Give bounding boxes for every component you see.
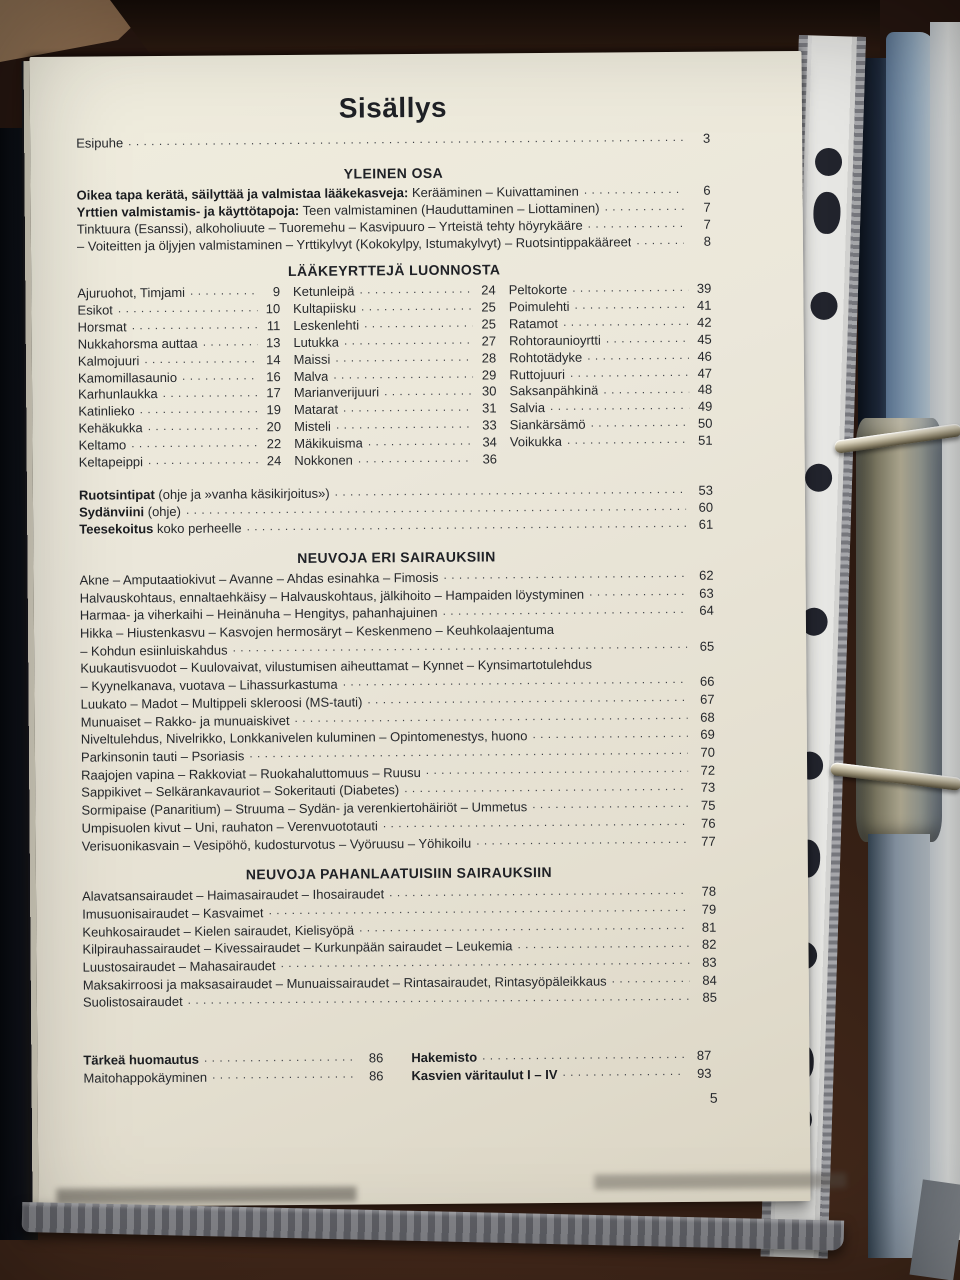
dot-leader	[568, 365, 689, 378]
dot-leader	[138, 403, 258, 416]
punch-hole	[805, 463, 833, 492]
toc-entry-page: 64	[699, 603, 714, 619]
toc-entry-page: 7	[703, 216, 711, 232]
toc-row	[294, 401, 497, 419]
stack-blue-pages	[886, 32, 934, 462]
toc-row	[293, 282, 496, 300]
dot-leader	[572, 298, 688, 311]
toc-entry-page: 86	[368, 1067, 384, 1084]
toc-entry-page: 20	[266, 419, 282, 435]
toc-entry-label: Raajojen vapina – Rakkoviat – Ruokahaluttomuus – Ruusu	[81, 764, 421, 783]
toc-entry-page: 24	[481, 282, 496, 298]
toc-entry-page: 6	[703, 182, 711, 198]
toc-entry-label: Halvauskohtaus, ennaltaehkäisy – Halvauskohtaus, jälkihoito – Hampaiden löystyminen	[79, 586, 585, 606]
toc-entry-label: Rohtoraunioyrtti	[509, 332, 601, 349]
toc-entry-page: 30	[481, 383, 497, 399]
toc-entry-label: Esikot	[77, 302, 113, 318]
toc-entry-page: 8	[703, 233, 712, 249]
toc-entry-page: 11	[266, 317, 281, 334]
section-heading-laakeyrtteja: LÄÄKEYRTTEJÄ LUONNOSTA	[287, 261, 501, 280]
dot-leader	[587, 586, 687, 599]
dot-leader	[604, 332, 689, 345]
dot-leader	[186, 990, 690, 1006]
dot-leader	[530, 798, 688, 811]
toc-entry-page: 68	[700, 709, 715, 725]
dot-leader	[201, 335, 258, 347]
toc-row	[293, 316, 496, 334]
toc-row	[293, 350, 496, 368]
toc-entry-label: Kasvien väritaulut I – IV	[411, 1066, 558, 1083]
toc-entry-page: 77	[701, 833, 716, 849]
dot-leader	[146, 453, 258, 466]
toc-list-recipes	[79, 482, 713, 538]
toc-row	[293, 299, 496, 317]
toc-entry-page: 60	[698, 499, 714, 515]
toc-entry-label: Parkinsonin tauti – Psoriasis	[80, 748, 245, 765]
toc-entry-page: 70	[700, 744, 716, 760]
dot-leader	[188, 284, 257, 297]
footer-column-right	[411, 1047, 711, 1084]
dot-leader	[603, 200, 684, 213]
toc-entry-label: Kamomillasaunio	[77, 369, 178, 386]
dot-leader	[530, 727, 688, 740]
toc-entry-page: 67	[700, 691, 715, 707]
toc-row	[76, 130, 710, 152]
toc-entry-page: 78	[701, 883, 717, 900]
herb-column-3	[509, 281, 713, 469]
toc-entry-page: 49	[697, 399, 713, 415]
toc-entry-page: 48	[697, 382, 713, 398]
toc-entry-label: Keltamo	[78, 437, 127, 453]
toc-entry-page: 24	[266, 453, 282, 469]
dot-leader	[589, 416, 690, 429]
toc-entry-label: Yrttien valmistamis- ja käyttötapoja: Teen valmistaminen (Hauduttaminen – Liottaminen)	[76, 200, 600, 220]
toc-entry-label: Suolistosairaudet	[82, 994, 183, 1011]
dot-leader	[424, 763, 688, 777]
toc-entry-label: Kehäkukka	[78, 420, 143, 436]
toc-entry-page: 27	[481, 333, 497, 349]
toc-row	[78, 369, 281, 387]
toc-entry-page: 86	[368, 1050, 384, 1066]
section-heading-pahanlaatuiset: NEUVOJA PAHANLAATUISIIN SAIRAUKSIIN	[245, 864, 553, 883]
toc-row	[78, 386, 281, 404]
toc-entry-label: Matarat	[293, 401, 339, 418]
toc-entry-label: Ajuruohot, Timjami	[77, 284, 186, 301]
toc-entry-label: Leskenlehti	[293, 317, 360, 333]
page-number: 5	[709, 1089, 718, 1106]
toc-row	[294, 367, 497, 385]
toc-content	[75, 52, 717, 1111]
toc-entry-page: 10	[265, 300, 281, 317]
dot-leader	[441, 603, 687, 617]
toc-row	[78, 419, 281, 437]
herb-columns	[77, 281, 712, 472]
toc-row	[77, 284, 280, 302]
toc-entry-label: Horsmat	[77, 319, 127, 335]
dot-leader	[560, 1066, 684, 1079]
dot-leader	[180, 369, 258, 382]
dot-leader	[333, 350, 473, 363]
dot-leader	[267, 902, 690, 917]
dot-leader	[341, 401, 474, 414]
dot-leader	[146, 420, 258, 433]
toc-entry-page: 50	[697, 415, 713, 432]
toc-row	[77, 301, 280, 319]
toc-entry-label: Tärkeä huomautus	[83, 1051, 200, 1068]
toc-entry-label: Teesekoitus koko perheelle	[79, 520, 242, 537]
toc-entry-label: Keuhkosairaudet – Kielen sairaudet, Kielisyöpä	[82, 922, 355, 940]
toc-entry-label: Kuukautisvuodot – Kuulovaivat, vilustumisen aiheuttamat – Kynnet – Kynsimartotulehdus	[80, 657, 592, 677]
toc-page	[29, 51, 810, 1207]
dot-leader	[387, 884, 689, 898]
punch-hole	[813, 191, 841, 234]
toc-entry-label: Maitohappokäyminen	[83, 1069, 208, 1086]
toc-entry-page: 42	[697, 314, 712, 330]
toc-entry-page: 25	[481, 316, 497, 332]
dot-leader	[601, 382, 689, 395]
toc-entry-label: Ketunleipä	[292, 283, 355, 299]
toc-entry-page: 41	[696, 297, 712, 313]
dot-leader	[334, 418, 474, 431]
dot-leader	[292, 709, 687, 724]
toc-entry-label: – Voiteitten ja öljyjen valmistaminen – Yrttikylvyt (Kokokylpy, Istumakylvyt) – Ruotsintippakääreet	[76, 234, 632, 254]
toc-list-yleinen	[77, 182, 712, 255]
dot-leader	[333, 483, 686, 498]
toc-entry-page: 22	[266, 436, 282, 452]
dot-leader	[279, 955, 690, 970]
dot-leader	[586, 217, 684, 230]
dot-leader	[331, 367, 473, 380]
toc-entry-page: 46	[697, 348, 712, 364]
toc-row	[294, 451, 497, 469]
toc-entry-label: Marianverijuuri	[293, 384, 380, 401]
toc-entry-page: 14	[266, 351, 281, 367]
toc-entry-label: Alavatsansairaudet – Haimasairaudet – Ihosairaudet	[82, 886, 385, 904]
page-title: Sisällys	[338, 91, 448, 124]
dot-leader	[561, 315, 689, 328]
dot-leader	[247, 745, 688, 760]
toc-entry-label: Hakemisto	[411, 1049, 478, 1066]
dot-leader	[480, 1048, 684, 1062]
footer-columns	[83, 1047, 717, 1087]
toc-list-front	[76, 130, 710, 152]
toc-entry-label: Imusuonisairaudet – Kasvaimet	[82, 905, 264, 922]
toc-entry-page: 53	[698, 482, 713, 498]
toc-row	[82, 832, 716, 855]
dot-leader	[381, 816, 689, 830]
dot-leader	[582, 183, 684, 196]
toc-row	[509, 348, 712, 366]
toc-entry-label: Maksakirroosi ja maksasairaudet – Munuaissairaudet – Rintasairaudet, Rintasyöpäleikkaus	[82, 973, 607, 993]
toc-entry-page: 79	[701, 901, 717, 917]
toc-row	[79, 453, 282, 471]
toc-entry-label: Nokkonen	[294, 452, 353, 469]
dot-leader	[342, 333, 473, 346]
toc-entry-label: Kultapiisku	[293, 300, 357, 316]
toc-entry-label: Poimulehti	[508, 298, 570, 315]
dot-leader	[548, 399, 689, 412]
punch-hole	[815, 148, 843, 177]
dot-leader	[184, 500, 686, 516]
adjacent-page-stack	[858, 22, 960, 1272]
toc-entry-label: Sydänviini (ohje)	[79, 503, 182, 520]
toc-row	[509, 315, 712, 333]
toc-entry-label: Malva	[293, 368, 329, 384]
footer-column-left	[83, 1049, 383, 1086]
toc-entry-page: 17	[266, 385, 281, 401]
toc-entry-label: Sormipaise (Panaritium) – Struuma – Sydän- ja verenkiertohäiriöt – Ummetus	[81, 799, 528, 818]
toc-entry-label: Kalmojuuri	[77, 352, 140, 369]
dot-leader	[130, 318, 258, 331]
toc-entry-page: 82	[701, 937, 717, 953]
toc-row	[294, 418, 497, 436]
toc-row	[78, 436, 281, 454]
toc-row	[509, 331, 712, 349]
toc-entry-label: Harmaa- ja viherkaihi – Heinänuha – Hengitys, pahanhajuinen	[79, 605, 438, 624]
toc-row	[294, 384, 497, 402]
toc-entry-page: 81	[701, 919, 717, 935]
toc-entry-label: Munuaiset – Rakko- ja munuaiskivet	[80, 712, 290, 730]
toc-entry-label: Ruotsintipat (ohje ja »vanha käsikirjoitus»)	[78, 485, 330, 503]
toc-entry-label: Katinlieko	[78, 403, 135, 420]
toc-entry-label: Lutukka	[293, 334, 340, 350]
dot-leader	[585, 349, 689, 362]
toc-row	[509, 382, 712, 400]
dot-leader	[359, 299, 473, 312]
toc-entry-page: 85	[702, 990, 717, 1006]
dot-leader	[357, 283, 472, 296]
dot-leader	[129, 436, 258, 449]
toc-entry-label: Ruttojuuri	[509, 366, 566, 382]
toc-entry-page: 36	[482, 451, 498, 467]
toc-entry-page: 73	[700, 780, 716, 796]
toc-entry-label: Luustosairaudet – Mahasairaudet	[82, 958, 276, 975]
toc-entry-label: Voikukka	[509, 434, 562, 450]
toc-row	[83, 1067, 383, 1087]
toc-entry-page: 87	[696, 1047, 712, 1063]
toc-entry-page: 75	[700, 797, 716, 813]
toc-entry-page: 39	[696, 280, 712, 296]
toc-entry-page: 3	[702, 130, 711, 146]
toc-entry-page: 28	[481, 350, 497, 366]
toc-entry-page: 63	[699, 585, 714, 601]
toc-entry-label: Karhunlaukka	[78, 386, 158, 403]
toc-entry-page: 61	[698, 516, 714, 532]
toc-entry-label: Ratamot	[508, 315, 559, 332]
toc-row	[78, 402, 281, 420]
toc-entry-page: 51	[698, 432, 713, 448]
herb-column-1	[77, 284, 281, 472]
dot-leader	[231, 639, 688, 655]
toc-entry-page: 45	[697, 331, 712, 347]
toc-entry-label: Misteli	[294, 418, 331, 435]
toc-entry-page: 13	[265, 334, 281, 350]
pocket-bottom-edge	[22, 1202, 844, 1251]
toc-entry-label: Salvia	[509, 400, 546, 416]
dot-leader	[402, 780, 688, 794]
toc-row	[78, 335, 281, 353]
toc-entry-page: 72	[700, 762, 716, 778]
toc-entry-label: – Kohdun esiinluiskahdus	[80, 642, 228, 659]
toc-entry-page: 33	[482, 417, 497, 433]
toc-entry-label: Esipuhe	[76, 135, 124, 151]
toc-row	[510, 416, 713, 434]
dot-leader	[565, 433, 690, 446]
toc-row	[411, 1064, 711, 1084]
toc-entry-page: 19	[266, 402, 282, 418]
section-heading-neuvoja-eri: NEUVOJA ERI SAIRAUKSIIN	[297, 548, 496, 566]
dot-leader	[202, 1051, 356, 1064]
toc-entry-label: Hikka – Hiustenkasvu – Kasvojen hermosäryt – Keskenmeno – Keuhkolaajentuma	[79, 622, 555, 641]
toc-entry-label: Mäkikuisma	[294, 435, 363, 452]
toc-entry-page: 66	[699, 673, 715, 689]
toc-entry-page: 83	[702, 954, 717, 970]
toc-entry-label: – Kyynelkanava, vuotava – Lihassurkastuma	[80, 676, 338, 694]
toc-list-sairaudet	[80, 567, 716, 855]
dot-leader	[365, 692, 687, 707]
dot-leader	[210, 1068, 357, 1081]
toc-entry-page: 34	[482, 434, 497, 450]
dot-leader	[634, 234, 684, 246]
toc-row	[510, 433, 713, 451]
toc-entry-label: Akne – Amputaatiokivut – Avanne – Ahdas esinahka – Fimosis	[79, 569, 439, 588]
toc-entry-label: Luukato – Madot – Multippeli skleroosi (MS-tauti)	[80, 694, 363, 712]
dot-leader	[142, 352, 257, 365]
herb-column-2	[293, 282, 497, 470]
toc-row	[79, 516, 713, 538]
dot-leader	[357, 920, 689, 935]
dot-leader	[126, 131, 683, 147]
toc-row	[78, 352, 281, 370]
toc-entry-page: 29	[481, 366, 497, 383]
toc-entry-label: Saksanpähkinä	[509, 383, 599, 399]
dot-leader	[341, 674, 688, 689]
toc-row	[510, 399, 713, 417]
toc-row	[509, 365, 712, 383]
toc-entry-label: Keltapeippi	[78, 454, 144, 470]
toc-row	[78, 318, 281, 336]
toc-entry-label: Kilpirauhassairaudet – Kivessairaudet – Kurkunpään sairaudet – Leukemia	[82, 938, 513, 957]
toc-row	[293, 333, 496, 351]
dot-leader	[362, 316, 473, 329]
toc-entry-page: 47	[697, 365, 713, 381]
toc-entry-label: Tinktuura (Esanssi), alkoholiuute – Tuoremehu – Kasvipuuro – Yrteistä tehty höyrykääre	[76, 217, 583, 237]
toc-entry-page: 9	[272, 284, 281, 300]
toc-row	[77, 233, 711, 255]
dot-leader	[245, 517, 687, 532]
toc-entry-page: 65	[699, 638, 715, 654]
dot-leader	[474, 833, 689, 847]
dot-leader	[515, 937, 689, 950]
page-smudge	[594, 1173, 846, 1190]
dot-leader	[161, 386, 258, 399]
toc-entry-label: Rohtotädyke	[509, 349, 583, 365]
dot-leader	[570, 281, 688, 294]
toc-entry-label: Oikea tapa kerätä, säilyttää ja valmistaa lääkekasveja: Kerääminen – Kuivattaminen	[76, 183, 579, 203]
toc-entry-label: Sappikivet – Selkärankavauriot – Sokeritauti (Diabetes)	[81, 782, 400, 801]
punch-hole	[810, 291, 838, 320]
toc-entry-label: Nukkahorsma auttaa	[77, 335, 198, 352]
toc-entry-page: 84	[702, 972, 717, 988]
toc-entry-label: Verisuonikasvain – Vesipöhö, kudosturvotus – Vyöruusu – Yöhikoilu	[81, 835, 472, 854]
toc-list-pahanlaatuiset	[82, 883, 717, 1012]
toc-entry-label: Umpisuolen kivut – Uni, rauhaton – Verenvuototauti	[81, 818, 378, 836]
toc-entry-page: 7	[703, 199, 711, 215]
dot-leader	[356, 452, 474, 465]
toc-entry-label: Niveltulehdus, Nivelrikko, Lonkkanivelen kuluminen – Opintomenestys, huono	[80, 728, 528, 747]
page-smudge	[56, 1187, 356, 1204]
dot-leader	[610, 973, 690, 986]
toc-entry-page: 31	[482, 400, 497, 416]
toc-row	[509, 298, 712, 316]
toc-entry-page: 69	[700, 726, 715, 743]
toc-row	[83, 989, 717, 1012]
toc-entry-label: Siankärsämö	[509, 416, 586, 433]
toc-row	[294, 435, 497, 453]
toc-entry-page: 25	[481, 299, 496, 315]
toc-entry-page: 16	[266, 368, 281, 384]
dot-leader	[382, 384, 474, 397]
toc-entry-page: 76	[701, 815, 716, 831]
dot-leader	[366, 435, 474, 448]
toc-entry-page: 62	[699, 567, 714, 583]
section-heading-yleinen-osa: YLEINEN OSA	[343, 164, 444, 182]
toc-entry-page: 93	[696, 1065, 712, 1081]
toc-entry-label: Peltokorte	[508, 281, 568, 298]
dot-leader	[116, 301, 257, 314]
toc-entry-label: Maissi	[293, 351, 331, 367]
toc-row	[509, 281, 712, 299]
dot-leader	[441, 568, 686, 582]
